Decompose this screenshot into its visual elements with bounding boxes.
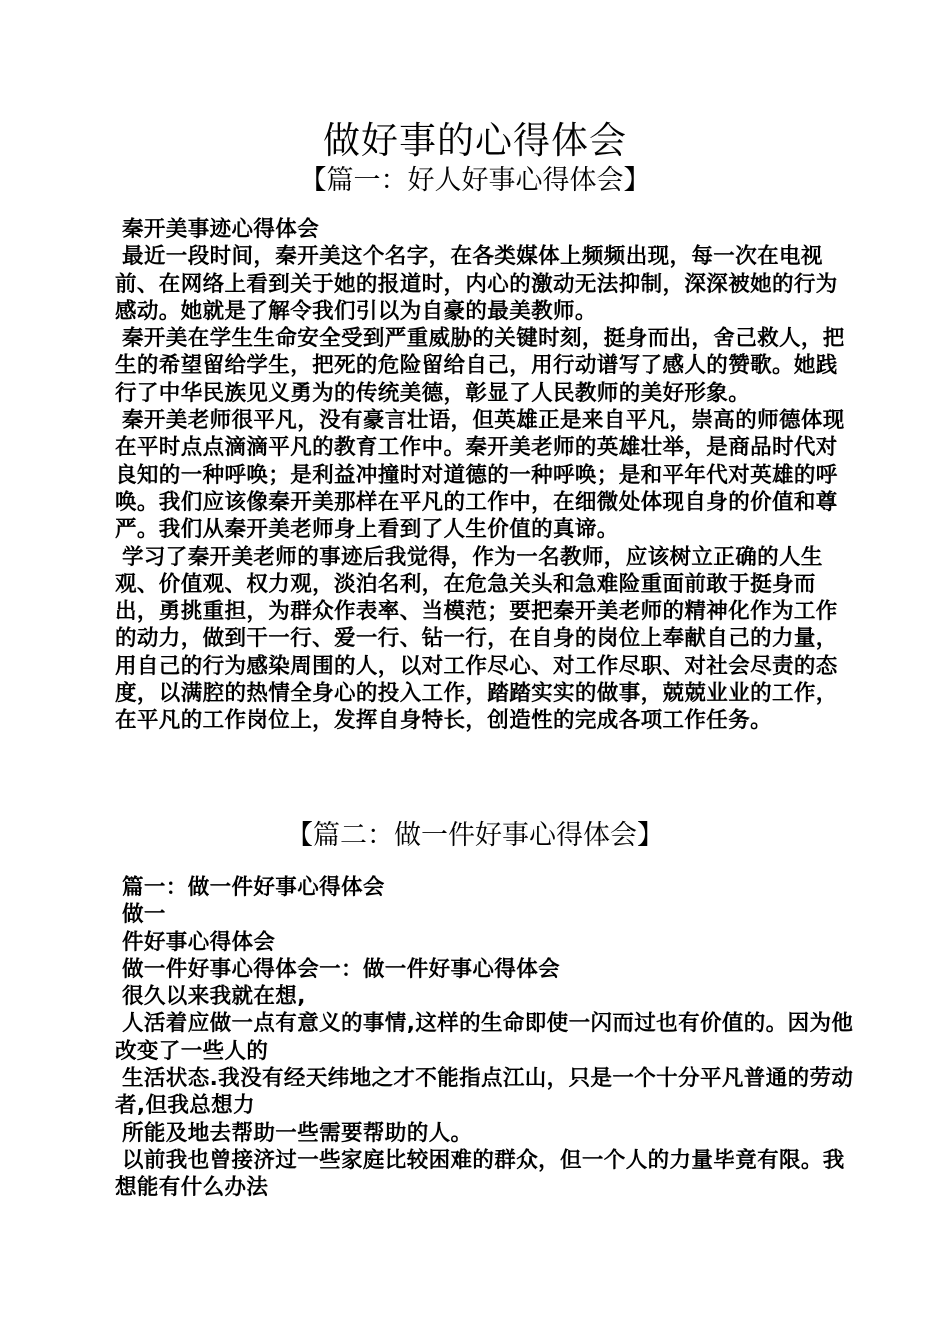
paragraph: 秦开美在学生生命安全受到严重威胁的关键时刻，挺身而出，舍己救人，把生的希望留给学生，把死的危险留给自己，用行动谱写了感人的赞歌。她践行了中华民族见义勇为的传统美德，彰显了人民教师的美好形象。 [115, 326, 845, 406]
paragraph: 生活状态.我没有经天纬地之才不能指点江山，只是一个十分平凡普通的劳动者,但我总想力 [115, 1066, 854, 1119]
paragraph: 以前我也曾接济过一些家庭比较困难的群众，但一个人的力量毕竟有限。我想能有什么办法 [115, 1147, 845, 1201]
paragraph: 很久以来我就在想, [122, 984, 306, 1010]
section-heading-2: 【篇二：做一件好事心得体会】 [286, 820, 664, 851]
paragraph: 件好事心得体会 [122, 929, 276, 955]
paragraph: 人活着应做一点有意义的事情,这样的生命即使一闪而过也有价值的。因为他改变了一些人的 [115, 1011, 854, 1064]
section-heading-1: 【篇一：好人好事心得体会】 [299, 165, 651, 196]
paragraph: 做一件好事心得体会一：做一件好事心得体会 [122, 956, 561, 982]
document-title: 做好事的心得体会 [323, 119, 627, 162]
paragraph: 秦开美事迹心得体会 [122, 217, 320, 242]
paragraph: 秦开美老师很平凡，没有豪言壮语，但英雄正是来自平凡，崇高的师德体现在平时点点滴滴平凡的教育工作中。秦开美老师的英雄壮举，是商品时代对良知的一种呼唤；是利益冲撞时对道德的一种呼唤；是和平年代对英雄的呼唤。我们应该像秦开美那样在平凡的工作中，在细微处体现自身的价值和尊严。我们从秦开美老师身上看到了人生价值的真谛。 [115, 408, 845, 543]
paragraph: 做一 [122, 902, 166, 928]
paragraph: 所能及地去帮助一些需要帮助的人。 [122, 1120, 473, 1146]
paragraph: 最近一段时间，秦开美这个名字，在各类媒体上频频出现，每一次在电视前、在网络上看到关于她的报道时，内心的激动无法抑制，深深被她的行为感动。她就是了解令我们引以为自豪的最美教师。 [115, 244, 838, 324]
paragraph: 篇一：做一件好事心得体会 [122, 875, 385, 900]
section-body-1 [115, 216, 855, 735]
paragraph: 学习了秦开美老师的事迹后我觉得，作为一名教师，应该树立正确的人生观、价值观、权力观，淡泊名利，在危急关头和急难险重面前敢于挺身而出，勇挑重担，为群众作表率、当模范；要把秦开美老师的精神化作为工作的动力，做到干一行、爱一行、钻一行，在自身的岗位上奉献自己的力量，用自己的行为感染周围的人，以对工作尽心、对工作尽职、对社会尽责的态度，以满腔的热情全身心的投入工作，踏踏实实的做事，兢兢业业的工作，在平凡的工作岗位上，发挥自身特长，创造性的完成各项工作任务。 [115, 544, 838, 734]
section-body-2 [115, 874, 855, 1202]
